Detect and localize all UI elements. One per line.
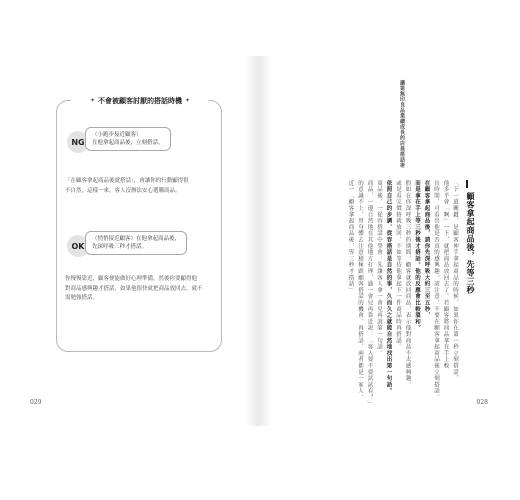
ng-bubble-line: （小跑步接近顧客） (92, 132, 142, 138)
vertical-text-column: 或是看完價格就放回，不如等待他拿起下一件商品時再搭話。 (395, 180, 401, 351)
vertical-text-column: 在顧客拿起商品後，請你先深呼吸大約三至五秒， (423, 180, 430, 319)
section-heading: 顧客拿起商品後，先等三秒 (466, 192, 475, 294)
vertical-text-column: 的意識不上，用身體去注意積極跟顧客搭話的機會，再搭話，兩者都是一家人。 (357, 180, 363, 401)
card-title: 不會被顧客討厭的搭話時機 (98, 97, 182, 105)
gutter-shadow (246, 56, 272, 426)
ok-speech-bubble (85, 231, 187, 255)
text-line: 「在顧客拿起商品後就搭話」，會讓你的行動顯得很 (65, 178, 189, 184)
text-line: 你慢慢靠近，顧客便能做好心理準備，然後你要顯得他 (65, 276, 198, 282)
vertical-text-column: 依照自己的步調、從容搭話是自然的事，久而久之就能自然地找出第一句話。 (385, 180, 392, 395)
text-line: 對商品感興趣才搭話，如果他很快就把商品放回去，就不 (65, 285, 203, 292)
vertical-text-column: 近一「顧客拿起商品後，等三秒才搭話」 (347, 180, 354, 294)
vertical-text-column: 商品後，一從容搭話中學會：先讓客人拿一會兒再說第一句話。 (376, 180, 382, 357)
paragraph-ok (65, 275, 203, 304)
vertical-text-column: 假如在你深呼吸三秒的期間，顧客就放回商品，表示他對商品不太感興趣， (404, 180, 411, 388)
right-page (260, 56, 498, 426)
paragraph-ng (65, 177, 189, 196)
vertical-text-column: 長時間，可看出他是否真的感興趣。請注意，不要在顧客拿起商品後立刻搭話。 (433, 180, 439, 401)
sparkle-icon: ✦ (89, 97, 95, 104)
ng-speech-bubble (85, 127, 171, 151)
text-line: 需勉強搭話。 (65, 295, 99, 301)
text-line: 不自然，這樣一來，客人沒辦法安心選購商品。 (65, 187, 181, 194)
page-number-right: 028 (476, 399, 488, 406)
ok-bubble-line: 先深呼吸三秒才搭話。 (92, 244, 148, 250)
vertical-text-column: 商品，一邊自然地在其他地方打理，過一會兒再靠近說：「客人要不要試試看？」 (366, 180, 373, 407)
left-page (20, 56, 258, 426)
card-title-wrap (71, 95, 209, 107)
book-spread (20, 56, 498, 426)
ok-bubble-line: （悄悄接近顧客）在他拿起商品後， (92, 236, 181, 242)
ok-tag: OK (67, 235, 89, 257)
heading-marker (466, 180, 468, 188)
ng-tag: NG (67, 131, 89, 153)
vertical-text-column: 而是拿在手上等三秒後才搭話。他的反應會比較溫和。 (414, 180, 420, 332)
page-number-left: 029 (30, 399, 42, 406)
sparkle-icon: ✦ (185, 97, 191, 104)
vertical-text-column: 「下一道關鍵，是顧客伸手拿起商品的時候，如果你在第一秒立刻搭話， (452, 180, 458, 382)
running-header: 讓第無印良品業績成長的店員搭話術 (399, 80, 405, 168)
tip-card (56, 97, 222, 352)
ng-bubble-line: 在他拿起商品後，立刻搭話。 (92, 140, 164, 146)
vertical-text-column: 他多半會「啊」一下，就把商品放回去了。若顧客將商品拿在手上較 (442, 180, 449, 369)
